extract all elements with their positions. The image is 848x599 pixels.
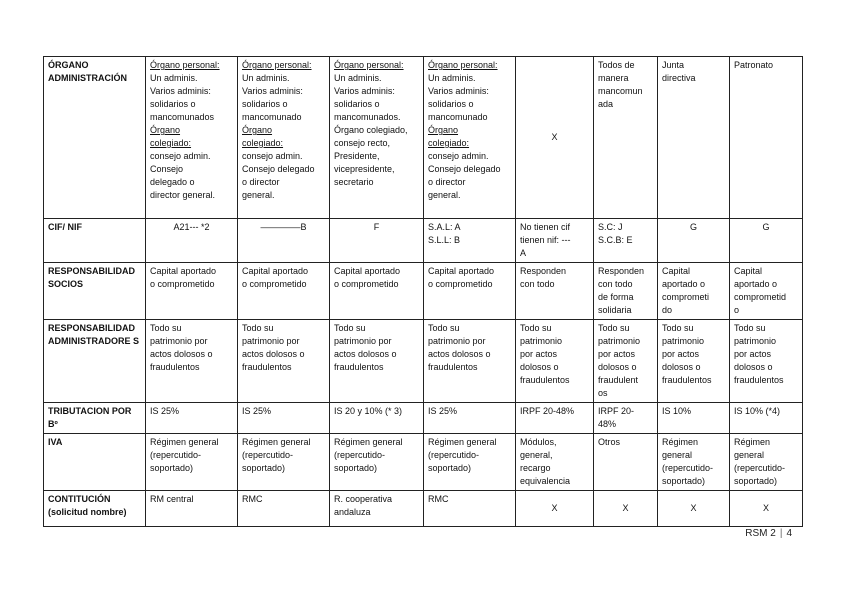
cell-iva-5: Módulos, general, recargo equivalencia — [516, 434, 594, 491]
footer-separator: | — [779, 528, 783, 539]
page-number: 4 — [786, 528, 792, 539]
cell-constitucion-6-x-mark: X — [594, 491, 658, 527]
cell-cif-4: S.A.L: A S.L.L: B — [424, 219, 516, 263]
row-constitucion — [44, 491, 803, 527]
cell-organo-6: Todos de manera mancomun ada — [594, 57, 658, 219]
cell-resp-socios-7: Capital aportado o comprometi do — [658, 263, 730, 320]
cell-organo-4: Órgano personal: Un adminis. Varios adminis: solidarios o mancomunado Órgano colegiado: consejo admin. Consejo delegado o director general. — [424, 57, 516, 219]
cell-cif-3: F — [330, 219, 424, 263]
cell-resp-socios-5: Responden con todo — [516, 263, 594, 320]
cell-tributacion-2: IS 25% — [238, 403, 330, 434]
cell-tributacion-4: IS 25% — [424, 403, 516, 434]
cell-constitucion-1: RM central — [146, 491, 238, 527]
cell-tributacion-7: IS 10% — [658, 403, 730, 434]
row-header-tributacion: TRIBUTACION POR Bº — [44, 403, 146, 434]
row-header-cif: CIF/ NIF — [44, 219, 146, 263]
cell-organo-5-x-mark: X — [516, 57, 594, 219]
cell-resp-socios-6: Responden con todo de forma solidaria — [594, 263, 658, 320]
cell-resp-admin-7: Todo su patrimonio por actos dolosos o fraudulentos — [658, 320, 730, 403]
cell-tributacion-1: IS 25% — [146, 403, 238, 434]
cell-cif-5: No tienen cif tienen nif: --- A — [516, 219, 594, 263]
cell-resp-admin-3: Todo su patrimonio por actos dolosos o fraudulentos — [330, 320, 424, 403]
cell-constitucion-8-x-mark: X — [730, 491, 803, 527]
cell-organo-8: Patronato — [730, 57, 803, 219]
cell-iva-7: Régimen general (repercutido- soportado) — [658, 434, 730, 491]
row-header-resp-admin: RESPONSABILIDAD ADMINISTRADORE S — [44, 320, 146, 403]
cell-cif-6: S.C: J S.C.B: E — [594, 219, 658, 263]
cell-iva-2: Régimen general (repercutido- soportado) — [238, 434, 330, 491]
cell-resp-admin-5: Todo su patrimonio por actos dolosos o fraudulentos — [516, 320, 594, 403]
cell-organo-3: Órgano personal: Un adminis. Varios adminis: solidarios o mancomunados. Órgano colegiado, consejo recto, Presidente, vicepresidente, secretario — [330, 57, 424, 219]
cell-constitucion-3: R. cooperativa andaluza — [330, 491, 424, 527]
cell-iva-4: Régimen general (repercutido- soportado) — [424, 434, 516, 491]
cell-constitucion-4: RMC — [424, 491, 516, 527]
cell-resp-admin-1: Todo su patrimonio por actos dolosos o fraudulentos — [146, 320, 238, 403]
cell-resp-socios-8: Capital aportado o comprometid o — [730, 263, 803, 320]
cell-resp-socios-2: Capital aportado o comprometido — [238, 263, 330, 320]
page-footer — [745, 528, 792, 539]
row-cif — [44, 219, 803, 263]
cell-cif-7: G — [658, 219, 730, 263]
row-header-organo: ÓRGANO ADMINISTRACIÓN — [44, 57, 146, 219]
cell-cif-8: G — [730, 219, 803, 263]
row-header-resp-socios: RESPONSABILIDAD SOCIOS — [44, 263, 146, 320]
cell-iva-1: Régimen general (repercutido- soportado) — [146, 434, 238, 491]
cell-organo-1: Órgano personal: Un adminis. Varios adminis: solidarios o mancomunados Órgano colegiado: consejo admin. Consejo delegado o director general. — [146, 57, 238, 219]
cell-resp-admin-4: Todo su patrimonio por actos dolosos o fraudulentos — [424, 320, 516, 403]
cell-tributacion-8: IS 10% (*4) — [730, 403, 803, 434]
cell-resp-admin-8: Todo su patrimonio por actos dolosos o fraudulentos — [730, 320, 803, 403]
row-resp-socios — [44, 263, 803, 320]
cell-cif-2: ––––––––B — [238, 219, 330, 263]
cell-resp-socios-4: Capital aportado o comprometido — [424, 263, 516, 320]
cell-iva-6: Otros — [594, 434, 658, 491]
cell-tributacion-3: IS 20 y 10% (* 3) — [330, 403, 424, 434]
cell-organo-7: Junta directiva — [658, 57, 730, 219]
row-iva — [44, 434, 803, 491]
cell-resp-socios-3: Capital aportado o comprometido — [330, 263, 424, 320]
cell-constitucion-5-x-mark: X — [516, 491, 594, 527]
cell-resp-admin-2: Todo su patrimonio por actos dolosos o fraudulentos — [238, 320, 330, 403]
cell-resp-socios-1: Capital aportado o comprometido — [146, 263, 238, 320]
cell-tributacion-6: IRPF 20- 48% — [594, 403, 658, 434]
cell-cif-1: A21--- *2 — [146, 219, 238, 263]
row-header-constitucion: CONTITUCIÓN (solicitud nombre) — [44, 491, 146, 527]
cell-constitucion-2: RMC — [238, 491, 330, 527]
cell-resp-admin-6: Todo su patrimonio por actos dolosos o fraudulent os — [594, 320, 658, 403]
row-resp-admin — [44, 320, 803, 403]
row-tributacion — [44, 403, 803, 434]
row-organo — [44, 57, 803, 219]
cell-iva-8: Régimen general (repercutido- soportado) — [730, 434, 803, 491]
cell-constitucion-7-x-mark: X — [658, 491, 730, 527]
row-header-iva: IVA — [44, 434, 146, 491]
cell-organo-2: Órgano personal: Un adminis. Varios adminis: solidarios o mancomunado Órgano colegiado: consejo admin. Consejo delegado o director general. — [238, 57, 330, 219]
footer-label: RSM 2 — [745, 528, 776, 539]
comparison-table — [43, 56, 803, 527]
cell-iva-3: Régimen general (repercutido- soportado) — [330, 434, 424, 491]
cell-tributacion-5: IRPF 20-48% — [516, 403, 594, 434]
